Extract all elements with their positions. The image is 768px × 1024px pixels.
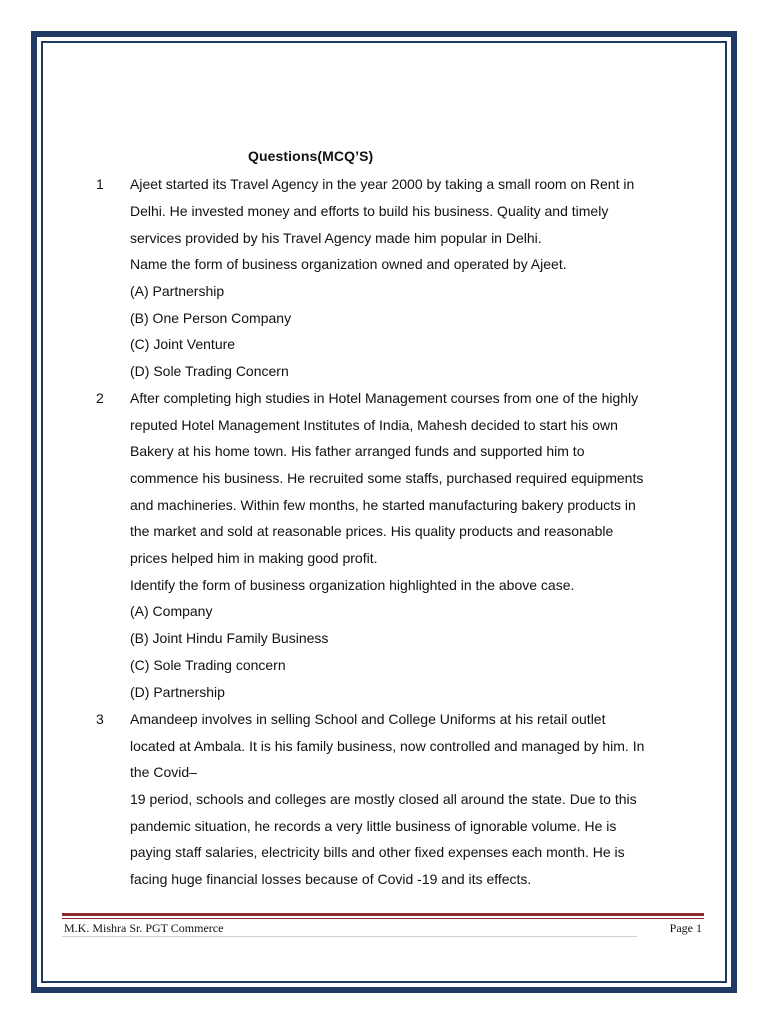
option-d: (D) Partnership <box>130 684 225 700</box>
footer-divider-thin <box>62 918 704 919</box>
footer-author: M.K. Mishra Sr. PGT Commerce <box>64 921 224 935</box>
question-number: 3 <box>96 711 104 727</box>
question-text-line: Ajeet started its Travel Agency in the year 2000 by taking a small room on Rent in <box>130 176 635 192</box>
option-b: (B) One Person Company <box>130 310 292 326</box>
question-text-line: Bakery at his home town. His father arranged funds and supported him to <box>130 443 585 459</box>
question-text-line: located at Ambala. It is his family business, now controlled and managed by him. In <box>130 738 645 754</box>
footer-divider <box>62 913 704 916</box>
question-text-line: Delhi. He invested money and efforts to build his business. Quality and timely <box>130 203 609 219</box>
footer-underline <box>62 936 637 937</box>
question-text-line: paying staff salaries, electricity bills and other fixed expenses each month. He is <box>130 844 625 860</box>
option-a: (A) Company <box>130 603 213 619</box>
question-prompt-line: Name the form of business organization owned and operated by Ajeet. <box>130 256 567 272</box>
question-text-line: the market and sold at reasonable prices. His quality products and reasonable <box>130 523 614 539</box>
question-text-line: commence his business. He recruited some staffs, purchased required equipments <box>130 470 644 486</box>
page-heading: Questions(MCQ’S) <box>248 148 374 164</box>
question-number: 2 <box>96 390 104 406</box>
option-a: (A) Partnership <box>130 283 225 299</box>
question-prompt-line: Identify the form of business organization highlighted in the above case. <box>130 577 575 593</box>
question-text-line: the Covid– <box>130 764 197 780</box>
option-c: (C) Joint Venture <box>130 336 236 352</box>
question-text-line: After completing high studies in Hotel Management courses from one of the highly <box>130 390 639 406</box>
question-text-line: facing huge financial losses because of Covid -19 and its effects. <box>130 871 532 887</box>
question-text-line: 19 period, schools and colleges are mostly closed all around the state. Due to this <box>130 791 637 807</box>
question-text-line: prices helped him in making good profit. <box>130 550 378 566</box>
question-text-line: pandemic situation, he records a very little business of ignorable volume. He is <box>130 818 617 834</box>
question-text-line: services provided by his Travel Agency made him popular in Delhi. <box>130 230 542 246</box>
question-text-line: reputed Hotel Management Institutes of India, Mahesh decided to start his own <box>130 417 618 433</box>
question-text-line: Amandeep involves in selling School and College Uniforms at his retail outlet <box>130 711 606 727</box>
option-c: (C) Sole Trading concern <box>130 657 286 673</box>
question-text-line: and machineries. Within few months, he started manufacturing bakery products in <box>130 497 636 513</box>
option-b: (B) Joint Hindu Family Business <box>130 630 329 646</box>
footer-page-number: Page 1 <box>669 921 702 935</box>
question-number: 1 <box>96 176 104 192</box>
option-d: (D) Sole Trading Concern <box>130 363 289 379</box>
